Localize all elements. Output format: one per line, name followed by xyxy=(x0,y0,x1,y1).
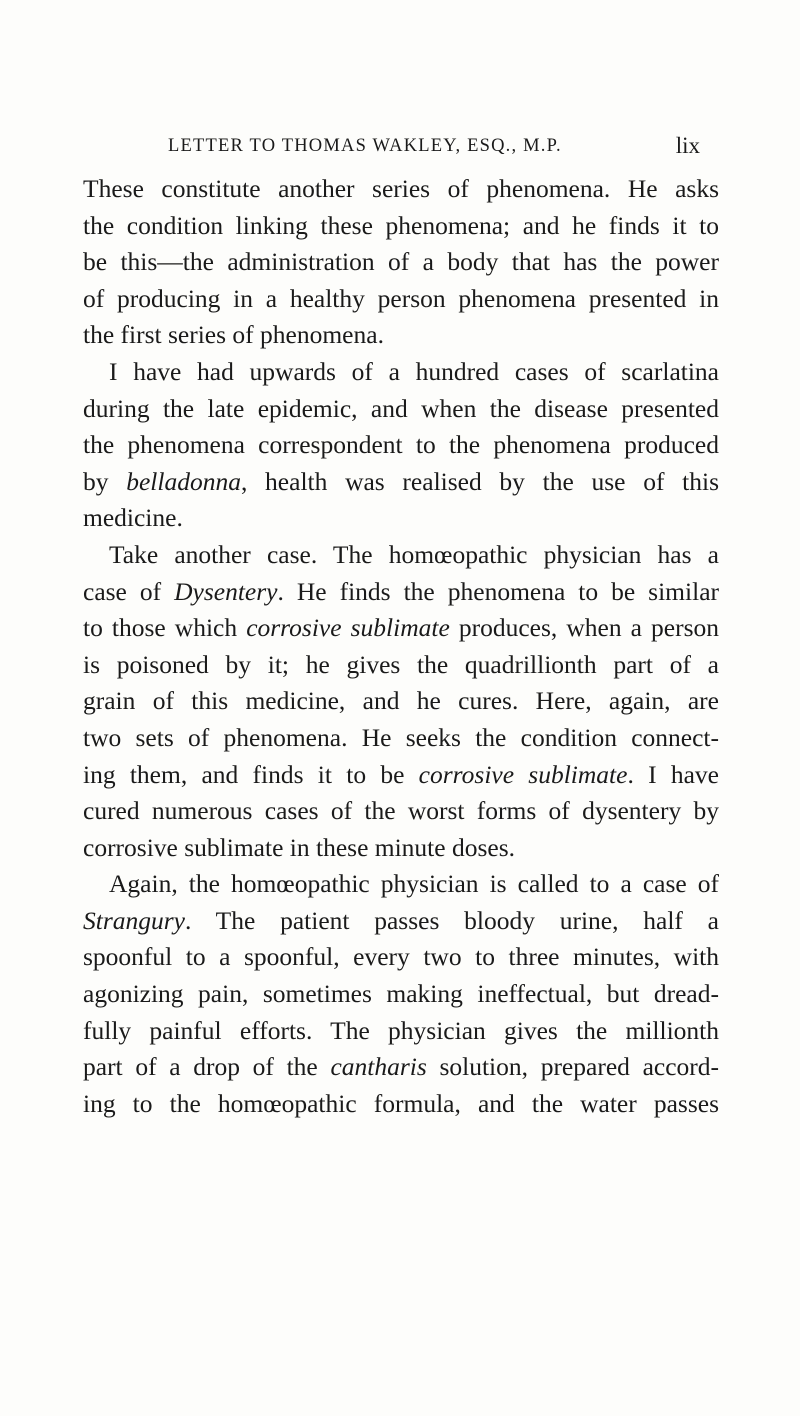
text-line xyxy=(83,537,719,574)
text-line xyxy=(83,354,719,391)
text-segment: of producing in a healthy person phenomena presented in xyxy=(83,283,719,313)
text-line xyxy=(83,574,719,611)
text-segment: part of a drop of the xyxy=(83,1052,331,1082)
text-segment: medicine. xyxy=(83,503,183,533)
running-head-title: LETTER TO THOMAS WAKLEY, ESQ., M.P. xyxy=(168,136,562,156)
text-segment: solution, prepared accord- xyxy=(426,1052,720,1082)
text-line xyxy=(83,464,719,501)
italic-term: Dysentery xyxy=(174,576,278,606)
text-segment: fully painful efforts. The physician gives the millionth xyxy=(83,1015,719,1045)
text-segment: ing them, and finds it to be xyxy=(83,759,419,789)
text-line xyxy=(83,391,719,428)
text-line xyxy=(83,427,719,464)
italic-term: corrosive sublimate xyxy=(246,613,450,643)
text-line xyxy=(83,317,719,354)
text-segment: cured numerous cases of the worst forms of dysentery by xyxy=(83,796,719,826)
text-line xyxy=(83,683,719,720)
text-segment: These constitute another series of phenomena. He asks xyxy=(83,174,719,203)
text-line xyxy=(83,757,719,794)
italic-term: Strangury xyxy=(83,905,185,935)
text-segment: to those which xyxy=(83,613,247,643)
text-line xyxy=(83,1013,719,1050)
text-segment: Again, the homœopathic physician is called to a case of xyxy=(109,869,719,899)
text-line xyxy=(83,281,719,318)
text-segment: . He finds the phenomena to be similar xyxy=(277,576,720,606)
italic-term: belladonna xyxy=(126,466,241,496)
text-line xyxy=(83,939,719,976)
text-segment: spoonful to a spoonful, every two to three minutes, with xyxy=(83,942,719,972)
text-segment: is poisoned by it; he gives the quadrillionth part of a xyxy=(83,649,719,679)
text-segment: the first series of phenomena. xyxy=(83,320,384,350)
text-segment: I have had upwards of a hundred cases of scarlatina xyxy=(109,356,719,386)
text-line xyxy=(83,976,719,1013)
text-line xyxy=(83,208,719,245)
text-segment: corrosive sublimate in these minute doses. xyxy=(83,832,515,862)
page-number: lix xyxy=(675,133,700,158)
text-line xyxy=(83,500,719,537)
text-segment: Take another case. The homœopathic physician has a xyxy=(109,539,719,569)
text-segment: produces, when a person xyxy=(449,613,720,643)
text-line xyxy=(83,793,719,830)
text-segment: agonizing pain, sometimes making ineffectual, but dread- xyxy=(83,979,719,1009)
text-segment: grain of this medicine, and he cures. Here, again, are xyxy=(83,686,719,716)
text-segment: ing to the homœopathic formula, and the water passes xyxy=(83,1088,719,1118)
text-line xyxy=(83,1049,719,1086)
text-segment: . The patient passes bloody urine, half a xyxy=(185,905,719,935)
running-head xyxy=(168,133,700,164)
text-segment: the phenomena correspondent to the phenomena produced xyxy=(83,430,719,460)
text-line xyxy=(83,1086,719,1123)
text-line xyxy=(83,610,719,647)
italic-term: corrosive sublimate xyxy=(418,759,628,789)
text-line xyxy=(83,866,719,903)
text-line xyxy=(83,244,719,281)
text-segment: by xyxy=(83,466,127,496)
text-segment: , health was realised by the use of this xyxy=(240,466,720,496)
text-segment: . I have xyxy=(627,759,719,789)
text-line xyxy=(83,171,719,208)
text-segment: case of xyxy=(83,576,175,606)
italic-term: cantharis xyxy=(330,1052,427,1082)
text-line xyxy=(83,903,719,940)
text-segment: two sets of phenomena. He seeks the condition connect- xyxy=(83,722,719,752)
text-line xyxy=(83,647,719,684)
text-segment: the condition linking these phenomena; and he finds it to xyxy=(83,210,719,240)
text-line xyxy=(83,720,719,757)
text-line xyxy=(83,830,719,867)
body-text xyxy=(83,171,719,1122)
text-segment: during the late epidemic, and when the disease presented xyxy=(83,393,719,423)
text-segment: be this—the administration of a body that has the power xyxy=(83,247,719,277)
